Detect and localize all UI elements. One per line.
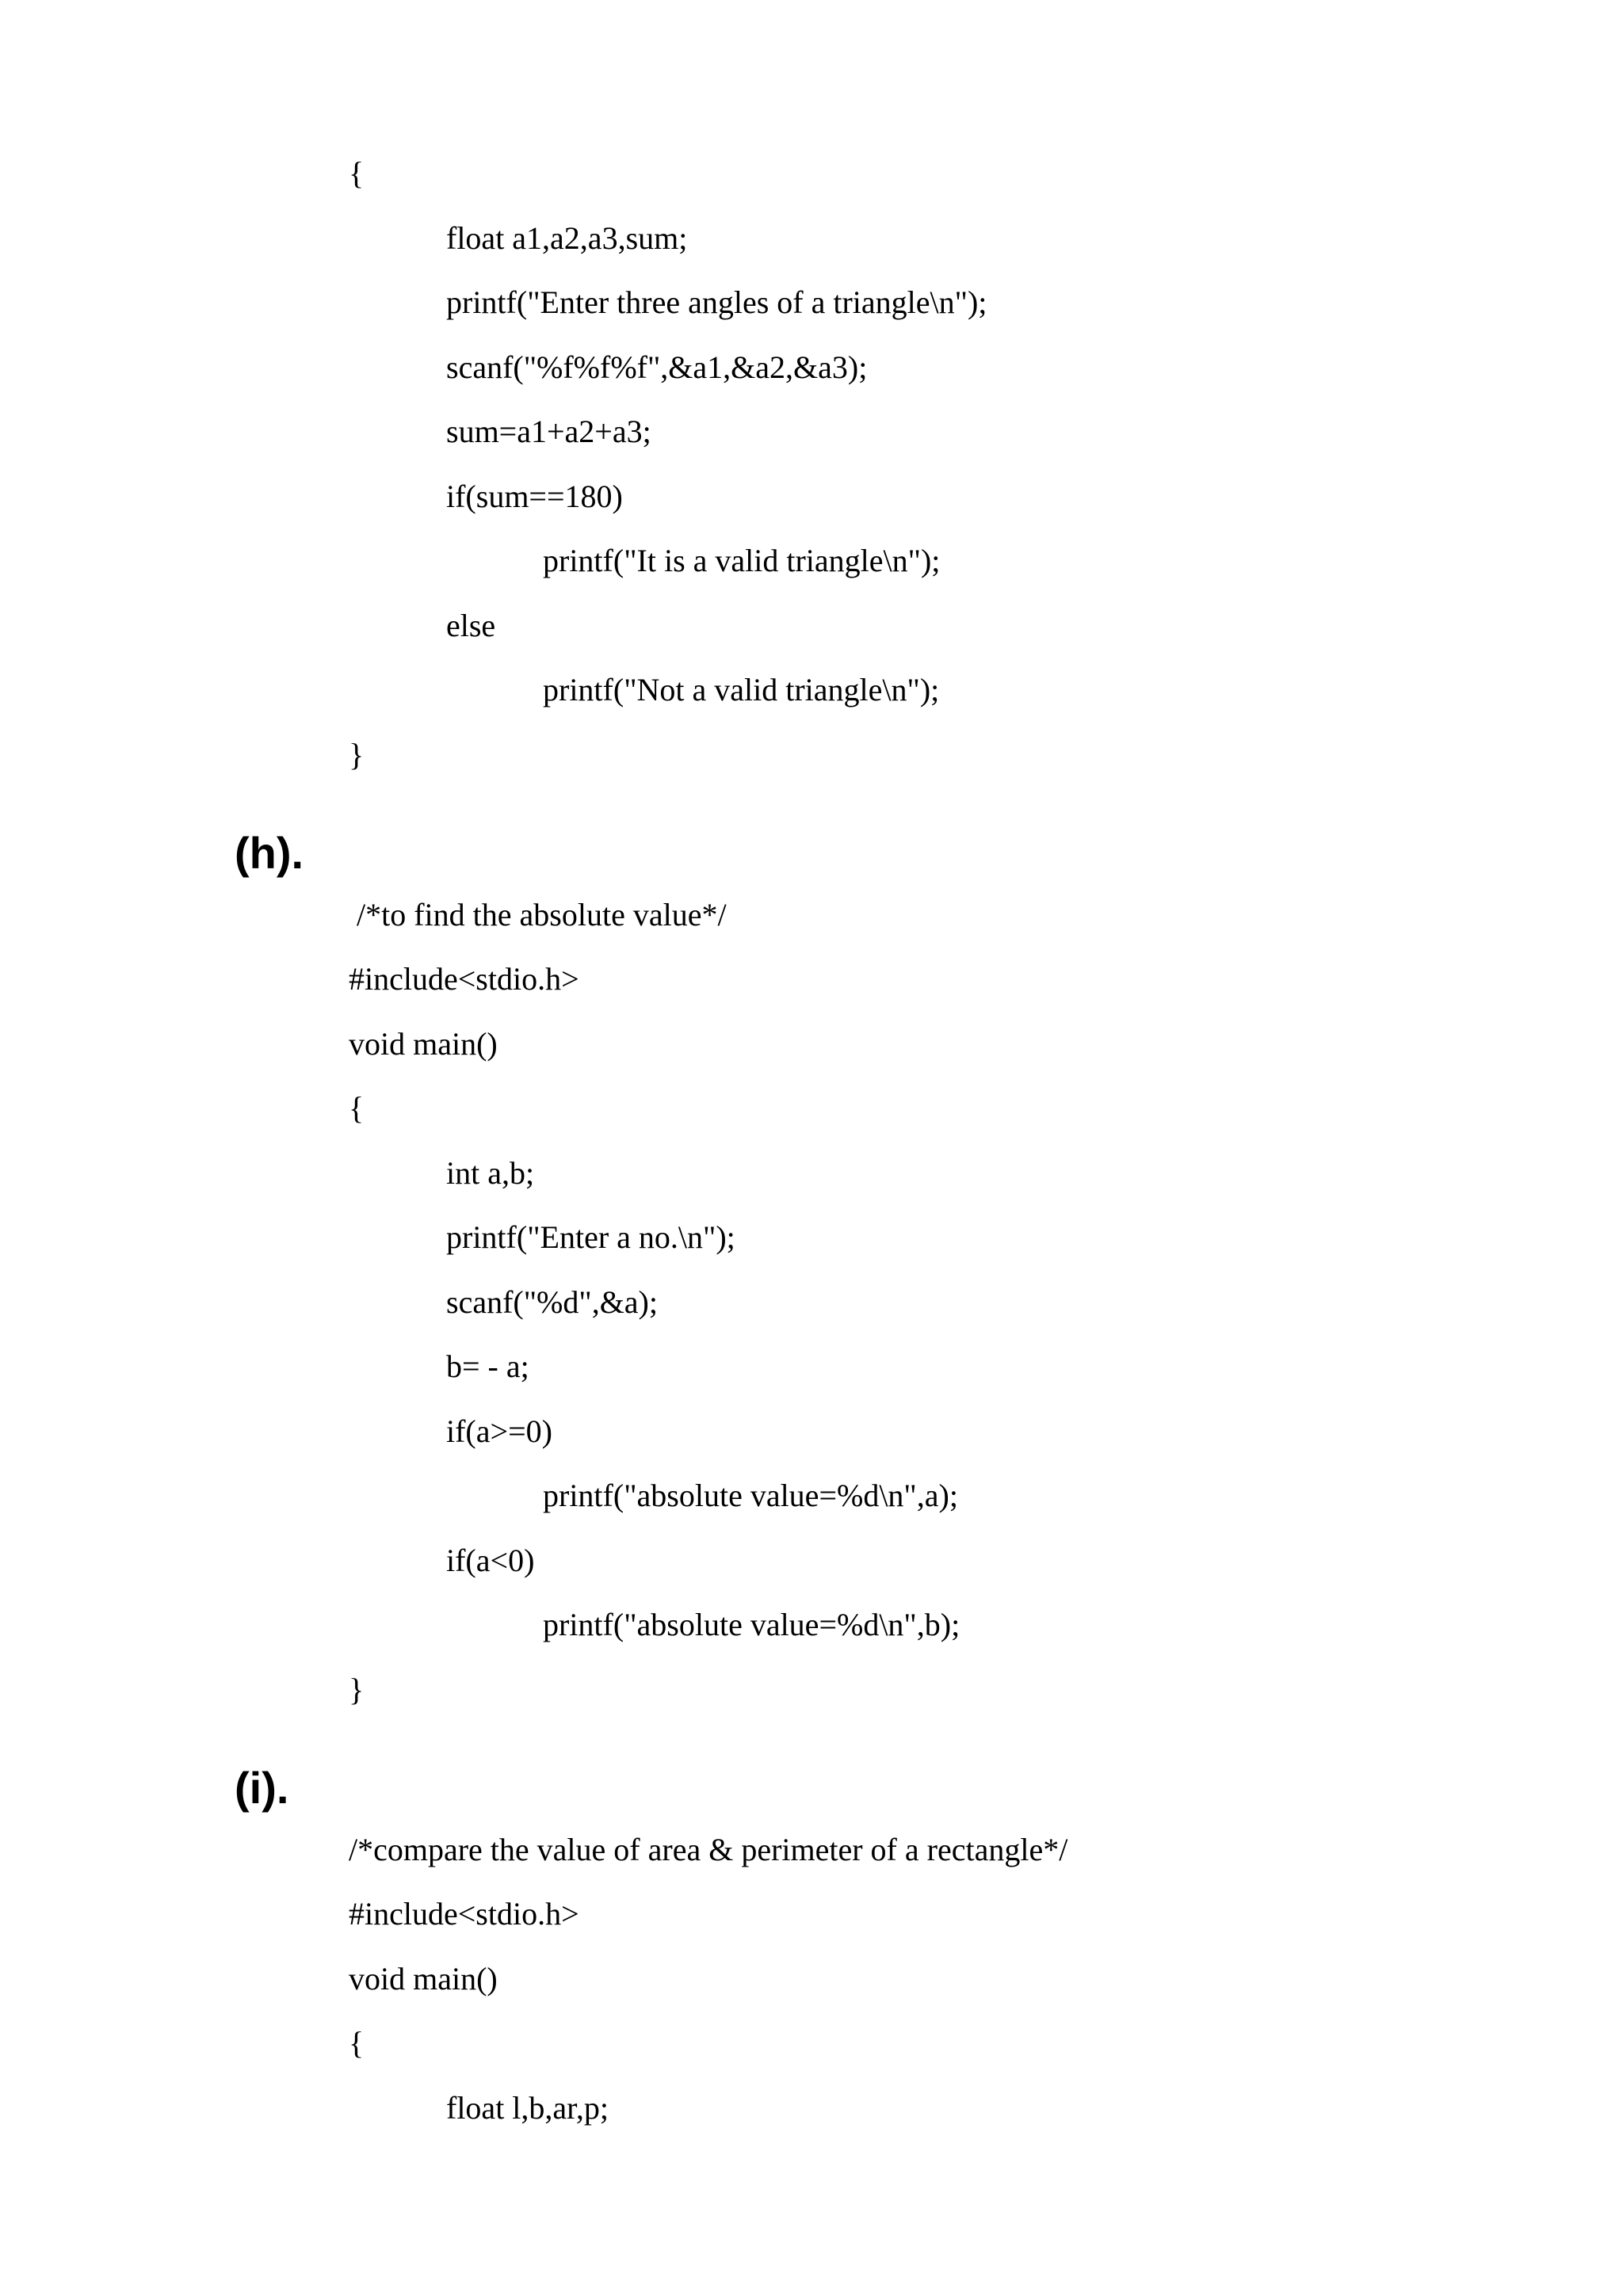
code-line: scanf("%f%f%f",&a1,&a2,&a3); [446,349,868,385]
code-line: scanf("%d",&a); [446,1284,658,1320]
code-comment: /*compare the value of area & perimeter of a rectangle*/ [349,1832,1068,1867]
code-line: if(a<0) [446,1543,535,1578]
code-line: printf("Enter a no.\n"); [446,1219,735,1255]
code-line: printf("Not a valid triangle\n"); [543,672,940,707]
code-line: void main() [349,1961,498,1997]
code-line: printf("absolute value=%d\n",b); [543,1607,960,1642]
code-line: } [349,1672,365,1707]
code-line: if(sum==180) [446,479,623,514]
code-line: #include<stdio.h> [349,1896,579,1932]
code-line: printf("It is a valid triangle\n"); [543,543,941,578]
section-heading-h: (h). [235,828,304,878]
code-line: { [349,1090,365,1126]
code-line: b= - a; [446,1348,529,1384]
code-line: void main() [349,1026,498,1062]
code-line: #include<stdio.h> [349,961,579,997]
section-heading-i: (i). [235,1763,289,1813]
code-line: } [349,737,365,772]
code-line: { [349,2025,365,2061]
code-line: float a1,a2,a3,sum; [446,220,688,256]
code-line: printf("absolute value=%d\n",a); [543,1478,958,1513]
code-line: sum=a1+a2+a3; [446,414,651,449]
code-line: float l,b,ar,p; [446,2090,609,2126]
code-line: { [349,155,365,191]
code-line: printf("Enter three angles of a triangle\n"); [446,284,987,320]
code-line: if(a>=0) [446,1413,552,1449]
code-line: else [446,608,496,643]
code-line: int a,b; [446,1155,535,1191]
code-comment: /*to find the absolute value*/ [349,897,727,933]
